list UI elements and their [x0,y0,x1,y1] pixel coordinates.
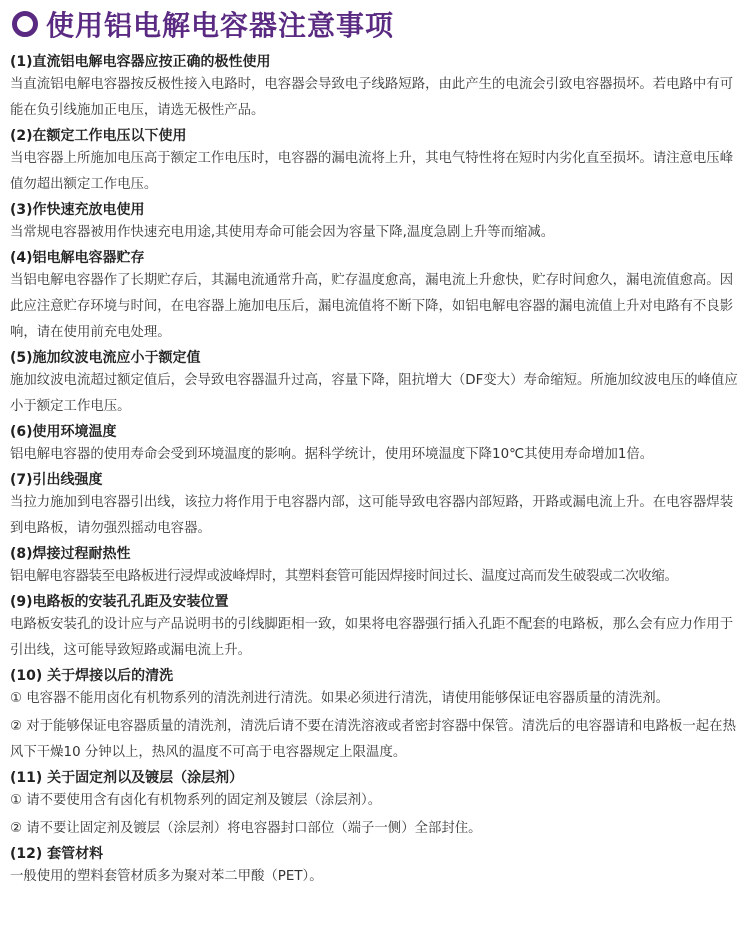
section-text: 一般使用的塑料套管材质多为聚对苯二甲酸（PET）。 [10,869,323,884]
section-2 [10,126,744,198]
section-text: 铝电解电容器的使用寿命会受到环境温度的影响。据科学统计，使用环境温度下降10℃其使用寿命增加1倍。 [10,447,654,462]
section-heading: (11) 关于固定剂以及镀层（涂层剂） [10,770,244,786]
section-heading: (8)焊接过程耐热性 [10,546,131,562]
section-heading: (4)铝电解电容器贮存 [10,250,145,266]
section-heading: (9)电路板的安装孔孔距及安装位置 [10,594,229,610]
section-text: 当常规电容器被用作快速充电用途,其使用寿命可能会因为容量下降,温度急剧上升等而缩减。 [10,225,555,240]
section-heading: (7)引出线强度 [10,472,103,488]
section-6 [10,422,744,468]
section-9 [10,592,744,664]
section-11 [10,768,744,842]
section-heading: (1)直流铝电解电容器应按正确的极性使用 [10,54,271,70]
section-text: 当拉力施加到电容器引出线，该拉力将作用于电容器内部，这可能导致电容器内部短路，开路或漏电流上升。在电容器焊装到电路板，请勿强烈摇动电容器。 [10,495,734,536]
section-text: 铝电解电容器装至电路板进行浸焊或波峰焊时，其塑料套管可能因焊接时间过长、温度过高而发生破裂或二次收缩。 [10,569,678,584]
section-8 [10,544,744,590]
section-text: ② 对于能够保证电容器质量的清洗剂，清洗后请不要在清洗溶液或者密封容器中保管。清洗后的电容器请和电路板一起在热风下干燥10 分钟以上，热风的温度不可高于电容器规定上限温度。 [10,719,736,760]
section-heading: (10) 关于焊接以后的清洗 [10,668,174,684]
section-text: 当铝电解电容器作了长期贮存后，其漏电流通常升高，贮存温度愈高，漏电流上升愈快，贮存时间愈久，漏电流值愈高。因此应注意贮存环境与时间，在电容器上施加电压后，漏电流值将不断下降，如铝电解电容器的漏电流值上升对电路有不良影响，请在使用前充电处理。 [10,273,734,340]
section-text: 当直流铝电解电容器按反极性接入电路时，电容器会导致电子线路短路，由此产生的电流会引致电容器损坏。若电路中有可能在负引线施加正电压，请选无极性产品。 [10,77,734,118]
section-3 [10,200,744,246]
section-text: ① 电容器不能用卤化有机物系列的清洗剂进行清洗。如果必须进行清洗，请使用能够保证电容器质量的清洗剂。 [10,691,670,706]
circle-bullet-icon [12,11,38,37]
section-7 [10,470,744,542]
section-text: ② 请不要让固定剂及镀层（涂层剂）将电容器封口部位（端子一侧）全部封住。 [10,821,482,836]
section-4 [10,248,744,346]
section-heading: (5)施加纹波电流应小于额定值 [10,350,201,366]
section-text: 电路板安装孔的设计应与产品说明书的引线脚距相一致，如果将电容器强行插入孔距不配套的电路板，那么会有应力作用于引出线，这可能导致短路或漏电流上升。 [10,617,734,658]
page-header [12,4,394,44]
section-heading: (6)使用环境温度 [10,424,117,440]
section-5 [10,348,744,420]
notes-list [10,52,744,892]
section-text: 当电容器上所施加电压高于额定工作电压时，电容器的漏电流将上升，其电气特性将在短时内劣化直至损坏。请注意电压峰值勿超出额定工作电压。 [10,151,734,192]
section-12 [10,844,744,890]
section-heading: (2)在额定工作电压以下使用 [10,128,187,144]
section-heading: (3)作快速充放电使用 [10,202,145,218]
section-10 [10,666,744,766]
section-text: ① 请不要使用含有卤化有机物系列的固定剂及镀层（涂层剂）。 [10,793,382,808]
section-text: 施加纹波电流超过额定值后，会导致电容器温升过高，容量下降，阻抗增大（DF变大）寿命缩短。所施加纹波电压的峰值应小于额定工作电压。 [10,373,738,414]
section-1 [10,52,744,124]
page-title: 使用铝电解电容器注意事项 [46,9,395,42]
section-heading: (12) 套管材料 [10,846,104,862]
